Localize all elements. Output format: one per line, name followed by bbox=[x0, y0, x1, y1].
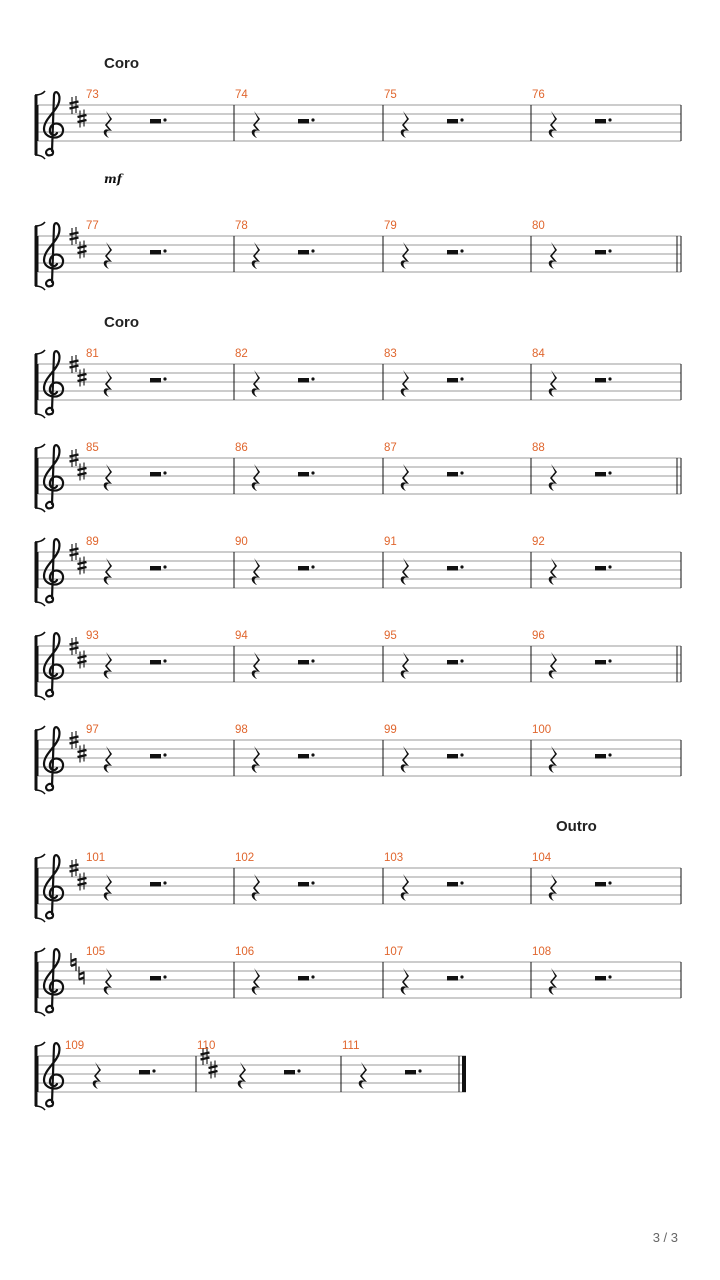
quarter-rest-icon bbox=[252, 652, 260, 679]
measure-number: 110 bbox=[197, 1040, 216, 1052]
treble-clef-icon bbox=[44, 633, 63, 696]
quarter-rest-icon bbox=[549, 464, 557, 491]
quarter-rest-icon bbox=[93, 1062, 101, 1089]
measure-number: 82 bbox=[235, 348, 248, 360]
measure-number: 92 bbox=[532, 536, 545, 548]
quarter-rest-icon bbox=[549, 746, 557, 773]
sharp-icon bbox=[78, 651, 87, 669]
measure-number: 78 bbox=[235, 220, 248, 232]
treble-clef-icon bbox=[44, 949, 63, 1012]
quarter-rest-icon bbox=[549, 652, 557, 679]
measure-number: 73 bbox=[86, 89, 99, 101]
quarter-rest-icon bbox=[252, 874, 260, 901]
treble-clef-icon bbox=[44, 855, 63, 918]
staff-system bbox=[35, 444, 681, 512]
quarter-rest-icon bbox=[359, 1062, 367, 1089]
quarter-rest-icon bbox=[104, 746, 112, 773]
measure-number: 108 bbox=[532, 946, 552, 958]
measure-number: 85 bbox=[86, 442, 99, 454]
quarter-rest-icon bbox=[252, 111, 260, 138]
measure-number: 102 bbox=[235, 852, 255, 864]
measure-number: 91 bbox=[384, 536, 397, 548]
quarter-rest-icon bbox=[401, 874, 409, 901]
quarter-rest-icon bbox=[549, 558, 557, 585]
quarter-rest-icon bbox=[401, 464, 409, 491]
staff-system bbox=[35, 538, 681, 606]
treble-clef-icon bbox=[44, 727, 63, 790]
section-label: Outro bbox=[556, 818, 597, 835]
section-label: Coro bbox=[104, 314, 139, 331]
quarter-rest-icon bbox=[252, 558, 260, 585]
measure-number: 97 bbox=[86, 724, 99, 736]
staff-system bbox=[35, 726, 681, 794]
treble-clef-icon bbox=[44, 351, 63, 414]
measure-number: 77 bbox=[86, 220, 99, 232]
measure-number: 87 bbox=[384, 442, 397, 454]
measure-number: 86 bbox=[235, 442, 248, 454]
sharp-icon bbox=[78, 745, 87, 763]
measure-number: 98 bbox=[235, 724, 248, 736]
quarter-rest-icon bbox=[104, 558, 112, 585]
measure-number: 103 bbox=[384, 852, 404, 864]
quarter-rest-icon bbox=[238, 1062, 246, 1089]
section-label: Coro bbox=[104, 55, 139, 72]
quarter-rest-icon bbox=[104, 874, 112, 901]
quarter-rest-icon bbox=[549, 111, 557, 138]
measure-number: 111 bbox=[342, 1040, 360, 1052]
quarter-rest-icon bbox=[104, 242, 112, 269]
measure-number: 88 bbox=[532, 442, 545, 454]
measure-number: 94 bbox=[235, 630, 248, 642]
quarter-rest-icon bbox=[401, 111, 409, 138]
measure-number: 93 bbox=[86, 630, 99, 642]
measure-number: 96 bbox=[532, 630, 545, 642]
measure-number: 104 bbox=[532, 852, 552, 864]
quarter-rest-icon bbox=[252, 242, 260, 269]
staff-system bbox=[35, 1042, 466, 1110]
sharp-icon bbox=[78, 557, 87, 575]
sharp-icon bbox=[78, 369, 87, 387]
sharp-icon bbox=[209, 1061, 218, 1079]
measure-number: 84 bbox=[532, 348, 545, 360]
final-barline bbox=[462, 1056, 466, 1092]
measure-number: 75 bbox=[384, 89, 397, 101]
staff-system bbox=[35, 948, 681, 1016]
measure-number: 107 bbox=[384, 946, 404, 958]
sharp-icon bbox=[78, 241, 87, 259]
measure-number: 76 bbox=[532, 89, 545, 101]
quarter-rest-icon bbox=[401, 746, 409, 773]
quarter-rest-icon bbox=[549, 242, 557, 269]
quarter-rest-icon bbox=[401, 558, 409, 585]
sharp-icon bbox=[78, 873, 87, 891]
quarter-rest-icon bbox=[252, 968, 260, 995]
measure-number: 95 bbox=[384, 630, 397, 642]
staff-system bbox=[35, 222, 681, 290]
treble-clef-icon bbox=[44, 539, 63, 602]
sharp-icon bbox=[78, 463, 87, 481]
measure-number: 109 bbox=[65, 1040, 85, 1052]
quarter-rest-icon bbox=[401, 370, 409, 397]
staff-system bbox=[35, 854, 681, 922]
quarter-rest-icon bbox=[104, 968, 112, 995]
quarter-rest-icon bbox=[104, 464, 112, 491]
staff-system bbox=[35, 91, 681, 159]
measure-number: 89 bbox=[86, 536, 99, 548]
quarter-rest-icon bbox=[252, 746, 260, 773]
measure-number: 100 bbox=[532, 724, 552, 736]
quarter-rest-icon bbox=[549, 370, 557, 397]
measure-number: 79 bbox=[384, 220, 397, 232]
treble-clef-icon bbox=[44, 223, 63, 286]
quarter-rest-icon bbox=[104, 652, 112, 679]
treble-clef-icon bbox=[44, 445, 63, 508]
measure-number: 90 bbox=[235, 536, 248, 548]
measure-number: 99 bbox=[384, 724, 397, 736]
quarter-rest-icon bbox=[252, 370, 260, 397]
quarter-rest-icon bbox=[401, 968, 409, 995]
measure-number: 80 bbox=[532, 220, 545, 232]
page-number: 3 / 3 bbox=[652, 1230, 678, 1245]
measure-number: 81 bbox=[86, 348, 99, 360]
quarter-rest-icon bbox=[104, 370, 112, 397]
quarter-rest-icon bbox=[549, 968, 557, 995]
dynamic-marking: mf bbox=[104, 172, 122, 186]
measure-number: 106 bbox=[235, 946, 255, 958]
staff-system bbox=[35, 350, 681, 418]
quarter-rest-icon bbox=[401, 652, 409, 679]
quarter-rest-icon bbox=[549, 874, 557, 901]
staff-system bbox=[35, 632, 681, 700]
measure-number: 105 bbox=[86, 946, 106, 958]
measure-number: 83 bbox=[384, 348, 397, 360]
measure-number: 101 bbox=[86, 852, 106, 864]
quarter-rest-icon bbox=[252, 464, 260, 491]
treble-clef-icon bbox=[44, 92, 63, 155]
treble-clef-icon bbox=[44, 1043, 63, 1106]
sharp-icon bbox=[78, 110, 87, 128]
quarter-rest-icon bbox=[401, 242, 409, 269]
measure-number: 74 bbox=[235, 89, 248, 101]
quarter-rest-icon bbox=[104, 111, 112, 138]
natural-icon bbox=[79, 967, 84, 985]
